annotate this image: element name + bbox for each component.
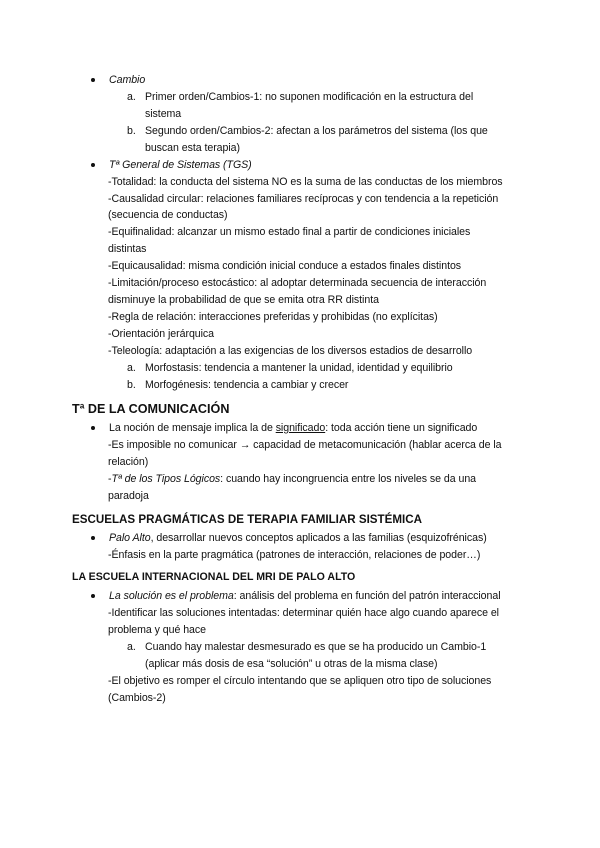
text-line: -Identificar las soluciones intentadas: determinar quién hace algo cuando aparece el xyxy=(108,607,499,619)
text-line: -El objetivo es romper el círculo intentando que se apliquen otro tipo de soluciones xyxy=(108,675,492,687)
list-marker: a. xyxy=(127,362,136,374)
text-line: disminuye la probabilidad de que se emita otra RR distinta xyxy=(108,294,379,306)
text-line: sistema xyxy=(145,108,182,120)
text-line: -Regla de relación: interacciones preferidas y prohibidas (no explícitas) xyxy=(108,311,438,323)
bullet-tgs xyxy=(109,158,252,172)
text-line: (Cambios-2) xyxy=(108,692,166,704)
bullet-palo-alto xyxy=(109,531,487,545)
list-item-primer-orden: Primer orden/Cambios-1: no suponen modificación en la estructura del xyxy=(145,91,474,103)
bullet-icon xyxy=(91,594,95,598)
bullet-nocion-mensaje xyxy=(109,421,477,435)
list-item-malestar: Cuando hay malestar desmesurado es que se ha producido un Cambio-1 xyxy=(145,641,487,653)
list-marker: b. xyxy=(127,125,136,137)
text-line: -Énfasis en la parte pragmática (patrones de interacción, relaciones de poder…) xyxy=(108,549,481,561)
underlined-term: significado xyxy=(275,422,326,434)
text-line: -Causalidad circular: relaciones familiares recíprocas y con tendencia a la repetición xyxy=(108,193,499,205)
text-run: : cuando hay incongruencia entre los niveles se da una xyxy=(220,473,477,485)
italic-text: La solución es el problema xyxy=(109,590,234,602)
text-line: -Totalidad: la conducta del sistema NO es la suma de las conductas de los miembros xyxy=(108,176,503,188)
text-line: distintas xyxy=(108,243,147,255)
text-run: : toda acción tiene un significado xyxy=(325,422,478,434)
text-line: -Equifinalidad: alcanzar un mismo estado final a partir de condiciones iniciales xyxy=(108,226,471,238)
bullet-icon xyxy=(91,426,95,430)
italic-text: Tª General de Sistemas (TGS) xyxy=(109,159,252,171)
section-heading-mri: LA ESCUELA INTERNACIONAL DEL MRI DE PALO ALTO xyxy=(72,571,356,583)
bullet-icon xyxy=(91,536,95,540)
text-line: (secuencia de conductas) xyxy=(108,209,228,221)
text-line: -Orientación jerárquica xyxy=(108,328,215,340)
list-item-morfostasis: Morfostasis: tendencia a mantener la unidad, identidad y equilibrio xyxy=(145,362,453,374)
list-item-segundo-orden: Segundo orden/Cambios-2: afectan a los parámetros del sistema (los que xyxy=(145,125,488,137)
bullet-icon xyxy=(91,78,95,82)
italic-text: Cambio xyxy=(109,74,146,86)
list-marker: b. xyxy=(127,379,136,391)
bullet-solucion-problema xyxy=(109,589,501,603)
bullet-cambio xyxy=(109,73,145,87)
text-line: -Equicausalidad: misma condición inicial conduce a estados finales distintos xyxy=(108,260,462,272)
text-line: problema y qué hace xyxy=(108,624,206,636)
text-run: , desarrollar nuevos conceptos aplicados a las familias (esquizofrénicas) xyxy=(150,532,487,544)
text-run: La noción de mensaje implica la de xyxy=(109,422,276,434)
list-marker: a. xyxy=(127,91,136,103)
bullet-icon xyxy=(91,163,95,167)
text-line: -Limitación/proceso estocástico: al adoptar determinada secuencia de interacción xyxy=(108,277,487,289)
list-item-morfogenesis: Morfogénesis: tendencia a cambiar y crecer xyxy=(145,379,349,391)
text-line: buscan esta terapia) xyxy=(145,142,240,154)
text-line: (aplicar más dosis de esa “solución” u otras de la misma clase) xyxy=(145,658,438,670)
text-line: relación) xyxy=(108,456,149,468)
section-heading-comunicacion: Tª DE LA COMUNICACIÓN xyxy=(72,402,230,416)
text-run: : análisis del problema en función del patrón interaccional xyxy=(233,590,501,602)
text-line: paradoja xyxy=(108,490,149,502)
italic-text: Tª de los Tipos Lógicos xyxy=(111,473,221,485)
italic-text: Palo Alto xyxy=(109,532,151,544)
text-run: - xyxy=(108,473,112,485)
text-line: -Teleología: adaptación a las exigencias de los diversos estadios de desarrollo xyxy=(108,345,473,357)
text-line-tipos-logicos xyxy=(108,472,476,486)
list-marker: a. xyxy=(127,641,136,653)
section-heading-escuelas-pragmaticas: ESCUELAS PRAGMÁTICAS DE TERAPIA FAMILIAR SISTÉMICA xyxy=(72,513,422,526)
text-line: -Es imposible no comunicar → capacidad de metacomunicación (hablar acerca de la xyxy=(108,439,502,451)
